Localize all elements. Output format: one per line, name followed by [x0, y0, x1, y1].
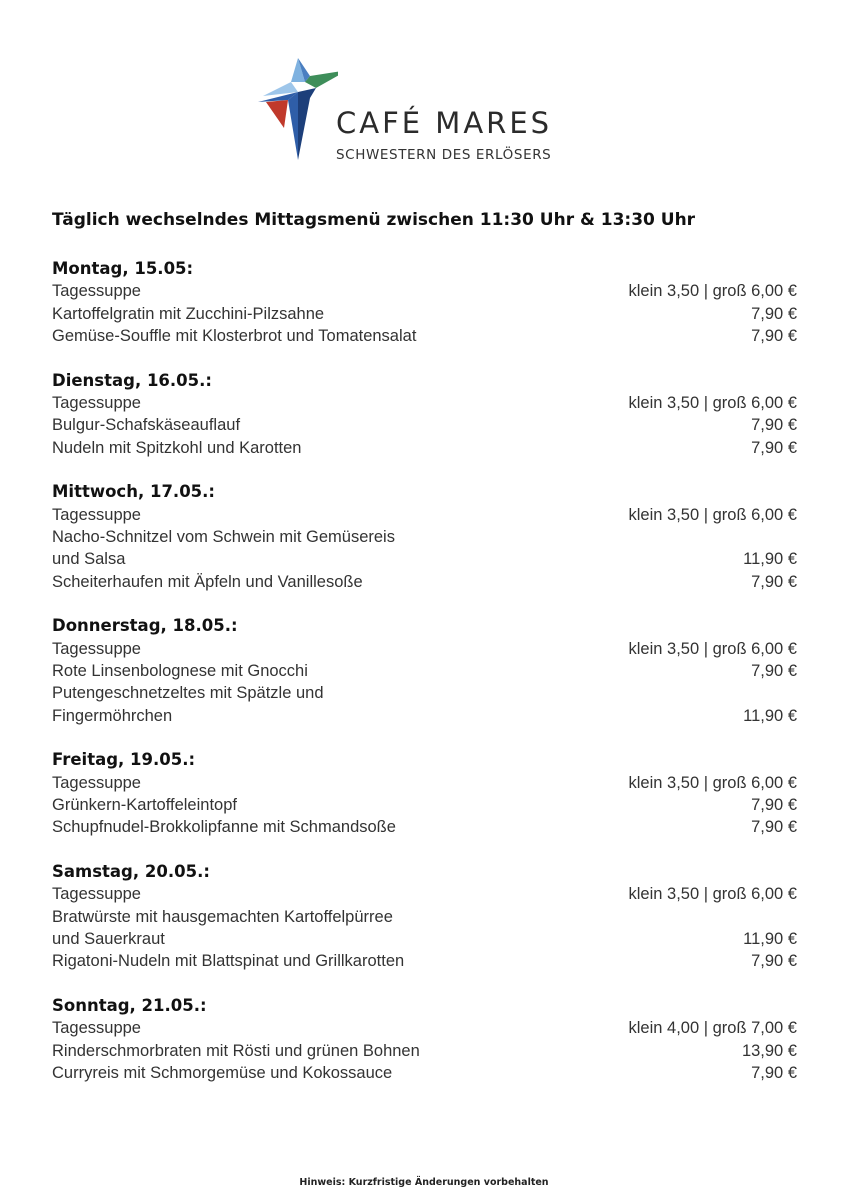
menu-item — [52, 883, 797, 905]
menu-item — [52, 280, 797, 302]
menu-headline: Täglich wechselndes Mittagsmenü zwischen 11:30 Uhr & 13:30 Uhr — [52, 210, 696, 230]
logo-right-arm — [305, 70, 338, 88]
dish-name: Nacho-Schnitzel vom Schwein mit Gemüsereis und Salsa — [52, 527, 395, 569]
menu-item — [52, 437, 797, 459]
day-title: Dienstag, 16.05.: — [52, 370, 213, 390]
weekly-menu — [52, 258, 797, 1107]
menu-item — [52, 794, 797, 816]
dish-price: 7,90 € — [751, 795, 797, 814]
dish-name: Tagessuppe — [52, 393, 141, 412]
dish-name: Tagessuppe — [52, 773, 141, 792]
dish-name: Schupfnudel-Brokkolipfanne mit Schmandsoße — [52, 818, 396, 837]
menu-item — [52, 660, 797, 682]
dish-name: Tagessuppe — [52, 282, 141, 301]
dish-name: Tagessuppe — [52, 1019, 141, 1038]
menu-day — [52, 995, 797, 1084]
dish-price: 7,90 € — [751, 1063, 797, 1082]
dish-name: Rinderschmorbraten mit Rösti und grünen Bohnen — [52, 1041, 420, 1060]
dish-name: Bratwürste mit hausgemachten Kartoffelpürree und Sauerkraut — [52, 907, 393, 948]
dish-price: 7,90 € — [751, 326, 797, 345]
dish-price: klein 3,50 | groß 6,00 € — [628, 282, 797, 301]
menu-item — [52, 325, 797, 347]
dish-price: 7,90 € — [751, 661, 797, 680]
dish-price: 13,90 € — [741, 1041, 797, 1060]
dish-price: klein 3,50 | groß 6,00 € — [628, 505, 797, 524]
dish-price: klein 4,00 | groß 7,00 € — [628, 1019, 797, 1038]
cross-logo-icon — [258, 58, 338, 162]
day-title: Freitag, 19.05.: — [52, 750, 196, 770]
dish-name: Tagessuppe — [52, 505, 141, 524]
dish-price: 11,90 € — [743, 706, 797, 725]
menu-day — [52, 370, 797, 459]
menu-day — [52, 481, 797, 592]
menu-item — [52, 392, 797, 414]
footnote: Hinweis: Kurzfristige Änderungen vorbehalten — [299, 1177, 549, 1188]
dish-name: Nudeln mit Spitzkohl und Karotten — [52, 438, 302, 457]
dish-price: 7,90 € — [751, 572, 797, 591]
dish-price: 7,90 € — [751, 952, 797, 971]
menu-day — [52, 749, 797, 838]
day-title: Donnerstag, 18.05.: — [52, 616, 238, 636]
menu-item — [52, 816, 797, 838]
menu-day — [52, 258, 797, 347]
menu-item — [52, 682, 797, 727]
dish-name: Tagessuppe — [52, 639, 141, 658]
dish-price: klein 3,50 | groß 6,00 € — [628, 393, 797, 412]
dish-price: 7,90 € — [751, 304, 797, 323]
dish-name: Grünkern-Kartoffeleintopf — [52, 795, 237, 814]
dish-price: klein 3,50 | groß 6,00 € — [628, 639, 797, 658]
dish-name: Gemüse-Souffle mit Klosterbrot und Tomatensalat — [52, 326, 417, 345]
menu-item — [52, 526, 797, 571]
day-title: Mittwoch, 17.05.: — [52, 482, 216, 502]
menu-item — [52, 906, 797, 951]
brand-name: CAFÉ MARES — [336, 106, 553, 140]
dish-name: Bulgur-Schafskäseauflauf — [52, 416, 241, 435]
dish-price: 11,90 € — [743, 550, 797, 569]
dish-name: Rigatoni-Nudeln mit Blattspinat und Grillkarotten — [52, 952, 405, 971]
menu-item — [52, 1017, 797, 1039]
brand-logo — [258, 58, 598, 168]
menu-item — [52, 504, 797, 526]
dish-name: Kartoffelgratin mit Zucchini-Pilzsahne — [52, 304, 325, 323]
dish-price: 7,90 € — [751, 416, 797, 435]
day-title: Sonntag, 21.05.: — [52, 996, 207, 1016]
menu-item — [52, 950, 797, 972]
menu-item — [52, 414, 797, 436]
menu-item — [52, 1040, 797, 1062]
dish-name: Curryreis mit Schmorgemüse und Kokossauce — [52, 1063, 393, 1082]
menu-item — [52, 303, 797, 325]
dish-name: Putengeschnetzeltes mit Spätzle und Fingermöhrchen — [52, 684, 324, 725]
dish-price: klein 3,50 | groß 6,00 € — [628, 773, 797, 792]
menu-item — [52, 772, 797, 794]
dish-price: 7,90 € — [751, 438, 797, 457]
menu-item — [52, 638, 797, 660]
dish-name: Rote Linsenbolognese mit Gnocchi — [52, 661, 308, 680]
dish-price: klein 3,50 | groß 6,00 € — [628, 885, 797, 904]
dish-name: Scheiterhaufen mit Äpfeln und Vanillesoße — [52, 572, 363, 591]
day-title: Samstag, 20.05.: — [52, 862, 210, 882]
menu-day — [52, 861, 797, 972]
dish-price: 11,90 € — [743, 929, 797, 948]
menu-day — [52, 615, 797, 726]
logo-bottom-arm — [288, 92, 298, 160]
dish-name: Tagessuppe — [52, 885, 141, 904]
menu-item — [52, 1062, 797, 1084]
dish-price: 7,90 € — [751, 818, 797, 837]
brand-subtitle: SCHWESTERN DES ERLÖSERS — [336, 147, 552, 163]
menu-item — [52, 571, 797, 593]
logo-red-wing — [266, 100, 288, 128]
day-title: Montag, 15.05: — [52, 259, 194, 278]
